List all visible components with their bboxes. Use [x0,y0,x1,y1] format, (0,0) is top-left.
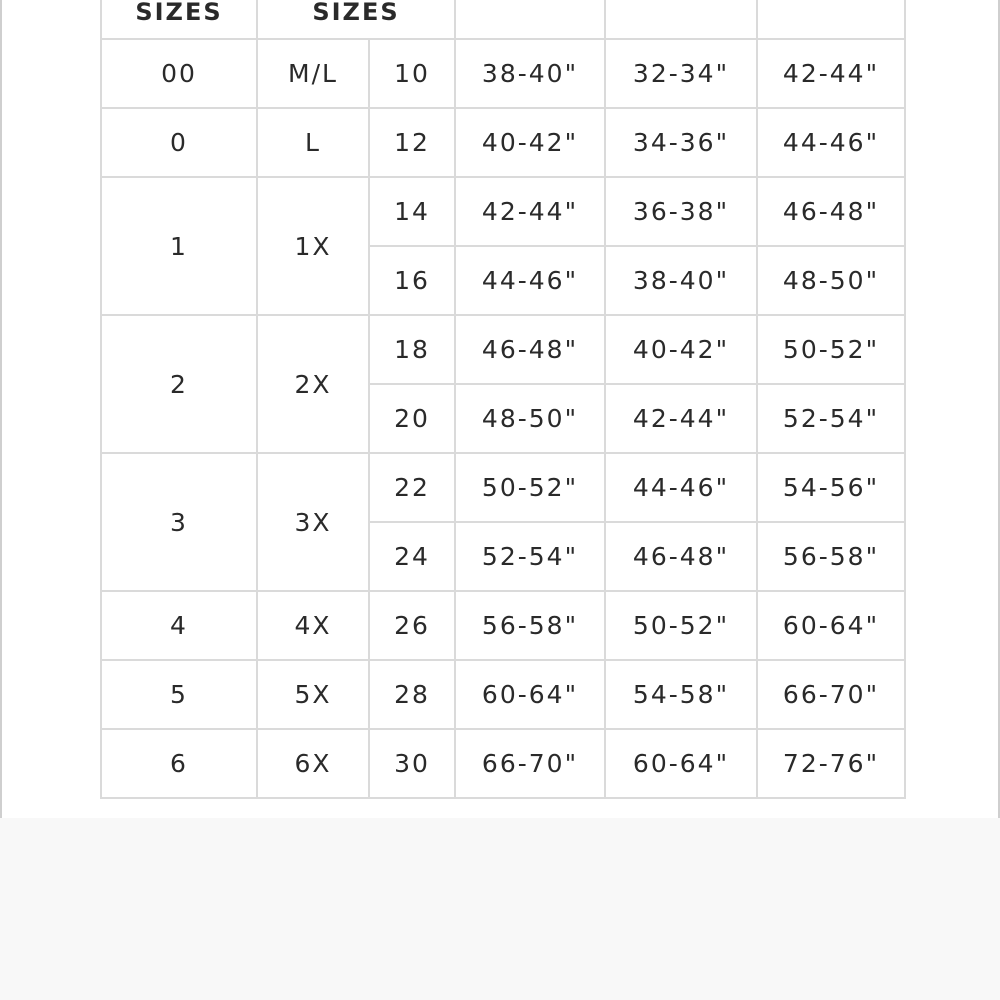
alpha-size-cell: M/L [257,39,369,108]
alpha-size-cell: 6X [257,729,369,798]
measure-2-cell: 50-52" [605,591,757,660]
table-row [101,729,905,798]
measure-2-cell: 40-42" [605,315,757,384]
measure-2-cell: 54-58" [605,660,757,729]
alpha-size-cell: 5X [257,660,369,729]
size-cell: 5 [101,660,257,729]
measure-2-cell: 42-44" [605,384,757,453]
measure-2-cell: 46-48" [605,522,757,591]
numeric-size-cell: 30 [369,729,455,798]
size-cell: 3 [101,453,257,591]
measure-3-cell: 48-50" [757,246,905,315]
size-cell: 4 [101,591,257,660]
alpha-size-cell: 2X [257,315,369,453]
numeric-size-cell: 20 [369,384,455,453]
alpha-size-cell: 1X [257,177,369,315]
table-row [101,39,905,108]
alpha-size-cell: L [257,108,369,177]
measure-3-cell: 46-48" [757,177,905,246]
measure-3-cell: 42-44" [757,39,905,108]
table-row [101,453,905,522]
numeric-size-cell: 12 [369,108,455,177]
table-row [101,591,905,660]
measure-2-cell: 32-34" [605,39,757,108]
size-chart-table [100,0,906,799]
measure-1-cell: 66-70" [455,729,605,798]
measure-3-cell: 50-52" [757,315,905,384]
size-cell: 2 [101,315,257,453]
header-cell-measure-1 [455,0,605,39]
numeric-size-cell: 14 [369,177,455,246]
size-cell: 6 [101,729,257,798]
measure-3-cell: 44-46" [757,108,905,177]
measure-3-cell: 72-76" [757,729,905,798]
measure-1-cell: 56-58" [455,591,605,660]
measure-2-cell: 36-38" [605,177,757,246]
numeric-size-cell: 28 [369,660,455,729]
measure-3-cell: 66-70" [757,660,905,729]
measure-3-cell: 56-58" [757,522,905,591]
header-cell-alpha-sizes: SIZES [257,0,455,39]
numeric-size-cell: 22 [369,453,455,522]
measure-1-cell: 52-54" [455,522,605,591]
header-row [101,0,905,39]
numeric-size-cell: 26 [369,591,455,660]
measure-1-cell: 46-48" [455,315,605,384]
measure-1-cell: 48-50" [455,384,605,453]
numeric-size-cell: 24 [369,522,455,591]
header-cell-measure-3 [757,0,905,39]
alpha-size-cell: 3X [257,453,369,591]
measure-2-cell: 44-46" [605,453,757,522]
measure-1-cell: 50-52" [455,453,605,522]
measure-1-cell: 40-42" [455,108,605,177]
numeric-size-cell: 16 [369,246,455,315]
table-row [101,660,905,729]
measure-1-cell: 42-44" [455,177,605,246]
alpha-size-cell: 4X [257,591,369,660]
measure-3-cell: 52-54" [757,384,905,453]
measure-2-cell: 60-64" [605,729,757,798]
size-cell: 1 [101,177,257,315]
measure-3-cell: 60-64" [757,591,905,660]
measure-1-cell: 38-40" [455,39,605,108]
measure-1-cell: 44-46" [455,246,605,315]
measure-3-cell: 54-56" [757,453,905,522]
numeric-size-cell: 18 [369,315,455,384]
measure-1-cell: 60-64" [455,660,605,729]
size-cell: 00 [101,39,257,108]
measure-2-cell: 34-36" [605,108,757,177]
header-cell-sizes: SIZES [101,0,257,39]
table-row [101,108,905,177]
table-row [101,177,905,246]
table-row [101,315,905,384]
numeric-size-cell: 10 [369,39,455,108]
size-cell: 0 [101,108,257,177]
measure-2-cell: 38-40" [605,246,757,315]
header-cell-measure-2 [605,0,757,39]
